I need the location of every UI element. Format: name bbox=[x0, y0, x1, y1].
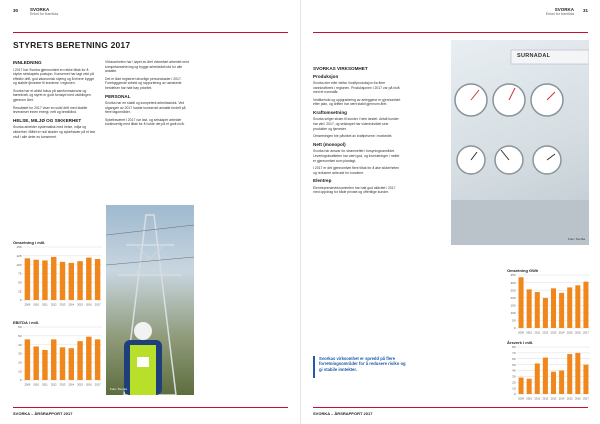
page-title: STYRETS BERETNING 2017 bbox=[13, 40, 131, 50]
x-tick-label: 2016 bbox=[85, 383, 92, 387]
x-tick-label: 2011 bbox=[42, 303, 48, 307]
y-tick-label: 80 bbox=[512, 345, 516, 350]
y-tick-label: 60 bbox=[18, 325, 22, 330]
bar-2012 bbox=[51, 339, 56, 380]
bar-2009 bbox=[25, 258, 30, 300]
y-tick-label: 20 bbox=[18, 360, 22, 365]
pull-quote: Svorkas virksomhet er spredd på flere forretningsområder for å redusere risiko og gi stabile inntekter. bbox=[319, 356, 406, 372]
x-tick-label: 2016 bbox=[574, 331, 581, 335]
x-tick-label: 2014 bbox=[68, 383, 75, 387]
x-tick-label: 2013 bbox=[550, 331, 557, 335]
y-tick-label: 30 bbox=[18, 351, 22, 356]
bar-2010 bbox=[33, 346, 38, 380]
y-tick-label: 50 bbox=[18, 334, 22, 339]
bar-2017 bbox=[583, 282, 588, 328]
y-tick-label: 100 bbox=[510, 311, 516, 316]
y-tick-label: 60 bbox=[512, 356, 516, 361]
worker-photo bbox=[106, 205, 194, 395]
y-tick-label: 25 bbox=[18, 289, 22, 294]
x-tick-label: 2017 bbox=[94, 303, 101, 307]
section-heading: PERSONAL bbox=[105, 93, 131, 99]
y-tick-label: 0 bbox=[19, 378, 22, 383]
y-tick-label: 50 bbox=[512, 362, 516, 367]
body-paragraph: I 2017 er det gjennomført flere tiltak for å øke sikkerheten og redusere avbrudd for kundene. bbox=[313, 166, 400, 175]
x-tick-label: 2011 bbox=[534, 331, 541, 335]
x-tick-label: 2012 bbox=[542, 331, 549, 335]
bar-chart-svg bbox=[13, 325, 103, 387]
right-page bbox=[300, 0, 600, 424]
section-heading: SVORKAS VIRKSOMHET bbox=[313, 66, 368, 71]
page-number-right: 31 bbox=[582, 8, 588, 13]
body-paragraph: Svorka har en stabil og kompetent arbeidsstokk. Ved utgangen av 2017 hadde konsernet ansatte fordelt på flere fagområder. bbox=[105, 101, 186, 115]
x-tick-label: 2010 bbox=[526, 397, 533, 401]
bar-2014 bbox=[69, 263, 74, 300]
x-tick-label: 2014 bbox=[558, 331, 565, 335]
y-tick-label: 0 bbox=[513, 392, 516, 397]
x-tick-label: 2015 bbox=[77, 383, 83, 387]
body-paragraph: Svorka arbeider systematisk med helse, miljø og sikkerhet. Målet er null skader og sykefravær på et lavt nivå i alle deler av konsernet. bbox=[13, 125, 96, 139]
photo-caption-left: Foto: Svorka bbox=[110, 387, 128, 391]
bar-2011 bbox=[42, 260, 47, 300]
brand-left bbox=[30, 7, 58, 17]
bar-2011 bbox=[42, 350, 47, 380]
gauge-panel-illustration bbox=[451, 40, 589, 245]
bar-2010 bbox=[527, 289, 532, 328]
y-tick-label: 40 bbox=[512, 368, 516, 373]
bar-2015 bbox=[567, 354, 572, 394]
bar-2016 bbox=[86, 258, 91, 300]
y-tick-label: 0 bbox=[513, 326, 516, 331]
bar-2014 bbox=[559, 293, 564, 328]
man-years-chart bbox=[507, 340, 591, 404]
section-heading: Elentrep bbox=[313, 178, 332, 184]
title-rule bbox=[13, 32, 288, 33]
body-paragraph: Svorka har ansvar for strømnettet i forsyningsområdet. Leveringskvaliteten har vært god, og investeringer i nettet er gjennomført som planlagt. bbox=[313, 149, 400, 163]
y-tick-label: 70 bbox=[512, 351, 516, 356]
x-tick-label: 2013 bbox=[550, 397, 557, 401]
bar-2012 bbox=[51, 257, 56, 300]
right-column-1 bbox=[313, 66, 401, 198]
x-tick-label: 2015 bbox=[77, 303, 83, 307]
title-rule-right bbox=[313, 32, 588, 33]
body-paragraph: Virksomheten har i løpet av året videreført arbeidet med kompetanseheving og trygge arbeidsforhold for alle ansatte. bbox=[105, 60, 189, 74]
y-tick-label: 50 bbox=[512, 318, 516, 323]
body-paragraph: Resultatet for 2017 viser en solid drift med stabile leveranser innen energi, nett og bredbånd. bbox=[13, 105, 88, 115]
x-tick-label: 2015 bbox=[566, 397, 573, 401]
x-tick-label: 2014 bbox=[558, 397, 565, 401]
x-tick-label: 2013 bbox=[59, 383, 66, 387]
bar-2010 bbox=[33, 260, 38, 300]
y-tick-label: 75 bbox=[18, 271, 22, 276]
y-tick-label: 200 bbox=[510, 295, 516, 300]
bar-chart-svg bbox=[507, 273, 591, 335]
brand-tagline-right: Enkel for framtida bbox=[545, 12, 574, 16]
body-paragraph: Svorka har et aktivt fokus på samfunnsansvar og bærekraft, og styret er godt fornøyd med utviklingen gjennom året. bbox=[13, 88, 91, 103]
bar-2012 bbox=[543, 298, 548, 328]
bar-2009 bbox=[519, 378, 524, 394]
chart-title: EBITDA i mill. bbox=[13, 320, 40, 325]
body-paragraph: Sykefraværet i 2017 var lavt, og selskapet arbeider kontinuerlig med tiltak for å holde det på et godt nivå. bbox=[105, 117, 185, 127]
x-tick-label: 2016 bbox=[85, 303, 92, 307]
panel-label: SURNADAL bbox=[517, 53, 551, 59]
bar-chart-svg bbox=[507, 345, 591, 401]
body-paragraph: Elentreprenørvirksomheten har hatt god aktivitet i 2017 med oppdrag for både private og offentlige kunder. bbox=[313, 185, 396, 195]
bar-2014 bbox=[559, 371, 564, 395]
x-tick-label: 2010 bbox=[33, 383, 40, 387]
bar-2013 bbox=[551, 288, 556, 328]
body-paragraph: Omsetningen ble påvirket av kraftprisene i markedet. bbox=[313, 134, 393, 139]
bar-2014 bbox=[69, 348, 74, 380]
x-tick-label: 2017 bbox=[94, 383, 101, 387]
y-tick-label: 20 bbox=[512, 380, 516, 385]
body-paragraph: Vedlikehold og oppgradering av anleggene er gjennomført etter plan, og driften har vært stabil gjennom året. bbox=[313, 97, 401, 107]
bar-2011 bbox=[535, 292, 540, 328]
ebitda-chart bbox=[13, 320, 103, 390]
left-column-2 bbox=[105, 60, 190, 130]
section-heading: INNLEDNING bbox=[13, 60, 42, 65]
bar-2015 bbox=[77, 341, 82, 380]
footer-rule-right bbox=[313, 407, 588, 408]
body-paragraph: Svorka eier eller deltar i kraftproduksjon fra flere vannkraftverk i regionen. Produksjonen i 2017 var på nivå med et normalår. bbox=[313, 81, 400, 95]
x-tick-label: 2011 bbox=[42, 383, 48, 387]
bar-2013 bbox=[60, 347, 65, 380]
chart-title: Årsverk i mill. bbox=[507, 340, 534, 345]
bar-2016 bbox=[575, 285, 580, 328]
y-tick-label: 150 bbox=[16, 245, 22, 250]
bar-2009 bbox=[25, 339, 30, 380]
chart-title: Omsetning GWh bbox=[507, 268, 539, 273]
x-tick-label: 2009 bbox=[24, 303, 31, 307]
bar-2016 bbox=[575, 353, 580, 394]
sales-gwh-chart bbox=[507, 268, 591, 338]
y-tick-label: 300 bbox=[510, 280, 516, 285]
x-tick-label: 2010 bbox=[526, 331, 533, 335]
bar-2013 bbox=[551, 372, 556, 394]
y-tick-label: 125 bbox=[16, 254, 22, 259]
y-tick-label: 100 bbox=[16, 262, 22, 267]
bar-2010 bbox=[527, 379, 532, 394]
pylon-illustration bbox=[106, 205, 194, 395]
body-paragraph: Det er ikke registrert alvorlige personskader i 2017. Forebyggende arbeid og rapportering av uønskede hendelser har hatt høy prioritet. bbox=[105, 76, 182, 90]
x-tick-label: 2015 bbox=[566, 331, 573, 335]
y-tick-label: 40 bbox=[18, 342, 22, 347]
bar-2009 bbox=[519, 277, 524, 328]
x-tick-label: 2017 bbox=[583, 331, 589, 335]
x-tick-label: 2009 bbox=[518, 331, 524, 335]
footer-right: SVORKA – ÅRSRAPPORT 2017 bbox=[313, 411, 373, 416]
x-tick-label: 2017 bbox=[583, 397, 589, 401]
revenue-chart bbox=[13, 240, 103, 310]
y-tick-label: 350 bbox=[510, 273, 516, 278]
bar-2015 bbox=[77, 261, 82, 300]
section-heading: Kraftomsetning bbox=[313, 109, 347, 115]
bar-2017 bbox=[95, 339, 100, 380]
control-room-photo bbox=[451, 40, 589, 245]
bar-2017 bbox=[583, 365, 588, 394]
footer-rule-left bbox=[13, 407, 288, 408]
body-paragraph: Svorka selger strøm til kunder i hele landet. Antall kunder har økt i 2017, og selskapet har videreutviklet sine produkter og tjenester. bbox=[313, 117, 399, 131]
brand-name: SVORKA bbox=[30, 7, 50, 12]
x-tick-label: 2011 bbox=[534, 397, 541, 401]
y-tick-label: 30 bbox=[512, 374, 516, 379]
bar-2013 bbox=[60, 262, 65, 300]
y-tick-label: 10 bbox=[18, 369, 22, 374]
y-tick-label: 50 bbox=[18, 280, 22, 285]
brand-name-right: SVORKA bbox=[554, 7, 574, 12]
bar-2016 bbox=[86, 337, 91, 380]
left-column-1 bbox=[13, 60, 98, 142]
bar-2011 bbox=[535, 363, 540, 394]
x-tick-label: 2016 bbox=[574, 397, 581, 401]
photo-caption-right: Foto: Svorka bbox=[567, 237, 585, 241]
y-tick-label: 10 bbox=[512, 386, 516, 391]
x-tick-label: 2009 bbox=[24, 383, 31, 387]
x-tick-label: 2012 bbox=[542, 397, 549, 401]
section-heading: Nett (monopol) bbox=[313, 141, 346, 147]
bar-2015 bbox=[567, 287, 572, 328]
x-tick-label: 2010 bbox=[33, 303, 40, 307]
brand-right bbox=[546, 7, 574, 17]
footer-left: SVORKA – ÅRSRAPPORT 2017 bbox=[13, 411, 73, 416]
page-number-left: 30 bbox=[13, 8, 19, 13]
body-paragraph: I 2017 har Svorka gjennomført en rekke tiltak for å styrke selskapets posisjon. Konsernet har lagt vekt på effektiv drift, god økonomisk styring og å levere trygge og stabile tjenester til kundene i regionen. bbox=[13, 67, 95, 86]
bar-chart-svg bbox=[13, 245, 103, 307]
x-tick-label: 2012 bbox=[50, 303, 57, 307]
chart-title: Omsetning i mill. bbox=[13, 240, 46, 245]
section-heading: HELSE, MILJØ OG SIKKERHET bbox=[13, 117, 82, 123]
x-tick-label: 2013 bbox=[59, 303, 66, 307]
brand-tagline: Enkel for framtida bbox=[30, 12, 59, 16]
x-tick-label: 2009 bbox=[518, 397, 524, 401]
x-tick-label: 2012 bbox=[50, 383, 57, 387]
section-heading: Produksjon bbox=[313, 73, 339, 79]
bar-2017 bbox=[95, 259, 100, 300]
y-tick-label: 150 bbox=[510, 303, 516, 308]
y-tick-label: 250 bbox=[510, 288, 516, 293]
bar-2012 bbox=[543, 358, 548, 394]
x-tick-label: 2014 bbox=[68, 303, 75, 307]
y-tick-label: 0 bbox=[19, 298, 22, 303]
quote-bar bbox=[313, 356, 315, 378]
